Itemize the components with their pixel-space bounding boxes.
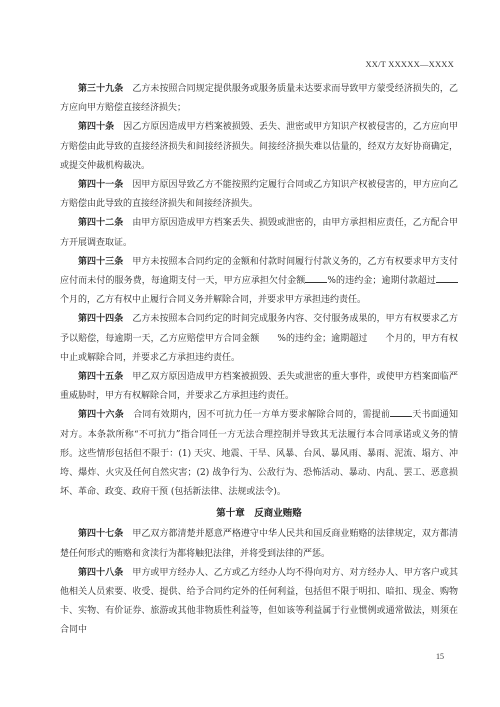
clause-text: 甲乙双方原因造成甲方档案被损毁、丢失或泄密的重大事件，或使甲方档案面临严重威胁时，甲方有权解除合同，并要求乙方承担违约责任。 [60, 372, 458, 402]
clause-text: %的违约金；逾期超过 [277, 333, 368, 344]
clause-number: 第四十二条 [78, 218, 124, 229]
document-code: XX/T XXXXX—XXXX [365, 59, 454, 69]
clause-39 [60, 80, 458, 118]
clause-number: 第三十九条 [78, 84, 124, 94]
clause-number: 第四十五条 [78, 372, 124, 383]
clause-number: 第四十三条 [78, 256, 124, 267]
clause-number: 第四十条 [78, 122, 115, 133]
clause-42 [60, 214, 458, 252]
clause-45 [60, 368, 458, 406]
clause-text: 天书面通知对方。本条款所称“不可抗力”指合同任一方无法合理控制并导致其无法履行本合同承诺或义务的情形。这些情形包括但不限于：(1) 天灾、地震、干旱、风暴、台风、暴风雨、暴雨、泥流、塌方、冲垮、爆炸、火灾及任何自然灾害；(2) 战争行为、公敌行为、恐怖活动、暴动、内乱、罢工、恶意损坏、革命、政变、政府干预 (包括新法律、法规或法令)。 [60, 410, 458, 498]
fill-in-blank [259, 331, 277, 341]
page-number: 15 [436, 652, 444, 661]
clause-text: 个月的，乙方有权中止履行合同义务并解除合同，并要求甲方承担违约责任。 [60, 295, 367, 306]
clause-48 [60, 564, 458, 641]
clause-text: 合同有效期内，因不可抗力任一方单方要求解除合同的，需提前 [133, 410, 391, 421]
clause-number: 第四十八条 [78, 567, 124, 578]
clause-text: 乙方未按照本合同约定的时间完成服务内容、交付服务成果的，甲方有权要求乙方予以赔偿，每逾期一天，乙方应赔偿甲方合同金额 [60, 314, 458, 344]
fill-in-blank [367, 331, 385, 341]
clause-number: 第四十六条 [78, 410, 124, 421]
clause-46 [60, 406, 458, 502]
clause-40 [60, 118, 458, 176]
clause-text: 因乙方原因造成甲方档案被损毁、丢失、泄密或甲方知识产权被侵害的，乙方应向甲方赔偿由此导致的直接经济损失和间接经济损失。间接经济损失难以估量的，经双方友好协商确定，或提交仲裁机构裁决。 [60, 122, 458, 171]
clause-number: 第四十一条 [78, 180, 124, 191]
fill-in-blank [390, 407, 412, 417]
document-body [60, 80, 458, 641]
chapter-heading: 第十章 反商业贿赂 [216, 508, 302, 520]
clause-text: 甲乙双方都清楚并愿意严格遵守中华人民共和国反商业贿赂的法律规定，双方都清楚任何形式的贿赂和贪渎行为都将触犯法律，并将受到法律的严惩。 [60, 529, 458, 559]
clause-44 [60, 310, 458, 368]
clause-number: 第四十四条 [78, 314, 124, 325]
clause-text: 因甲方原因导致乙方不能按照约定履行合同或乙方知识产权被侵害的，甲方应向乙方赔偿由此导致的直接经济损失和间接经济损失。 [60, 180, 458, 210]
clause-text: 甲方未按照本合同约定的金额和付款时间履行付款义务的，乙方有权要求甲方支付应付而未付的服务费，每逾期支付一天，甲方应承担欠付金额 [60, 256, 458, 287]
clause-41 [60, 176, 458, 214]
clause-47 [60, 525, 458, 563]
clause-text: 甲方或甲方经办人、乙方或乙方经办人均不得向对方、对方经办人、甲方客户或其他相关人员索要、收受、提供、给予合同约定外的任何利益，包括但不限于明扣、暗扣、现金、购物卡、实物、有价证券、旅游或其他非物质性利益等，但如该等利益属于行业惯例或通常做法，则须在合同中 [60, 567, 458, 636]
clause-43 [60, 253, 458, 311]
clause-number: 第四十七条 [78, 529, 124, 540]
clause-text: 乙方未按照合同规定提供服务或服务质量未达要求而导致甲方蒙受经济损失的，乙方应向甲方赔偿直接经济损失； [60, 84, 458, 114]
clause-text: %的违约金；逾期付款超过 [327, 276, 436, 287]
fill-in-blank [305, 273, 327, 283]
fill-in-blank [436, 273, 458, 283]
clause-text: 由甲方原因造成甲方档案丢失、损毁或泄密的，由甲方承担相应责任，乙方配合甲方开展调查取证。 [60, 218, 458, 248]
clause-text: 个月的，甲方有权中止或解除合同，并要求乙方承担违约责任。 [60, 333, 458, 363]
